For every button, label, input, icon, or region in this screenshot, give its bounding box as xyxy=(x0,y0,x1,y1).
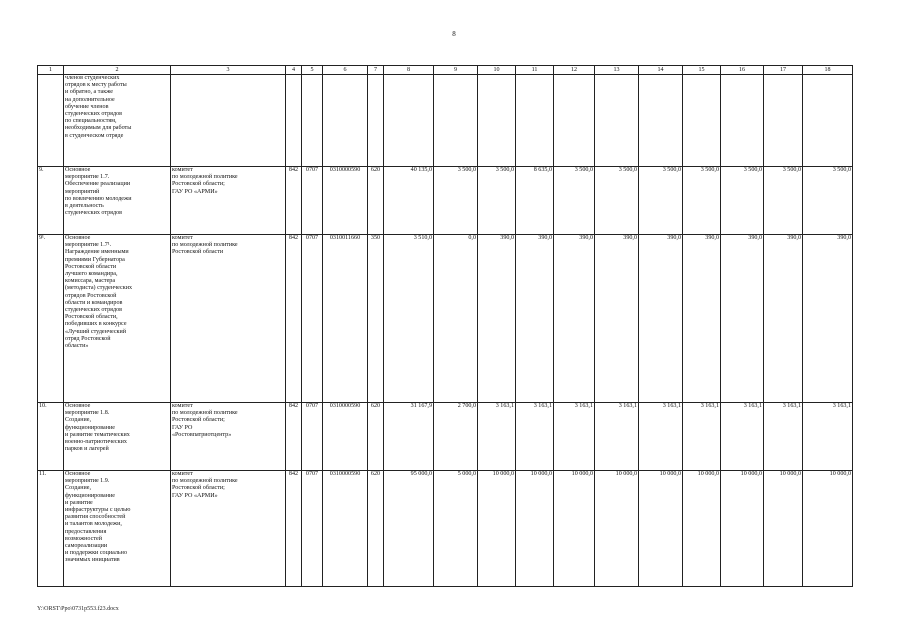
ministry-code: 842 xyxy=(286,167,302,235)
executor-line: «Ростовпатриотцентр» xyxy=(172,431,232,438)
activity-name-line: студенческих отрядов xyxy=(65,210,123,217)
table-row xyxy=(38,403,853,471)
activity-name-line: Создание, xyxy=(65,485,91,492)
activity-name-line: в деятельность xyxy=(65,203,104,210)
activity-name-line: функционирование xyxy=(65,424,115,431)
activity-name-line: лучшего командира, xyxy=(65,271,118,278)
year-amount xyxy=(595,75,639,167)
row-index: 10. xyxy=(38,403,64,471)
year-amount: 3 500,0 xyxy=(434,167,478,235)
row-index: 9. xyxy=(38,167,64,235)
activity-name-line: и обратно, а также xyxy=(65,89,114,96)
column-header: 10 xyxy=(478,66,516,75)
activity-name-line: области» xyxy=(65,343,89,350)
table-row xyxy=(38,235,853,403)
file-path-footer: Y:\ORST\Ppo\0731p553.f23.docx xyxy=(37,606,119,612)
year-amount xyxy=(516,75,554,167)
expense-type-code: 620 xyxy=(368,167,384,235)
activity-name-line: премиями Губернатора xyxy=(65,256,125,263)
executor xyxy=(171,167,286,235)
activity-name-line: мероприятие 1.9. xyxy=(65,478,110,485)
activity-name-line: Ростовской области xyxy=(65,263,117,270)
activity-name xyxy=(64,167,171,235)
column-header: 18 xyxy=(803,66,853,75)
executor-line: комитет xyxy=(172,403,193,409)
activity-name-line: в студенческом отряде xyxy=(65,132,124,139)
expense-type-code: 350 xyxy=(368,235,384,403)
year-amount: 3 500,0 xyxy=(639,167,683,235)
activity-name-line: и талантов молодежи, xyxy=(65,521,122,528)
target-article-code xyxy=(323,75,368,167)
activity-name-line: (методиста) студенческих xyxy=(65,285,133,292)
section-code: 0707 xyxy=(302,235,323,403)
total-amount: 31 167,9 xyxy=(384,403,434,471)
year-amount: 3 500,0 xyxy=(595,167,639,235)
column-header: 17 xyxy=(764,66,803,75)
year-amount: 3 500,0 xyxy=(803,167,853,235)
year-amount: 0,0 xyxy=(434,235,478,403)
target-article-code: 0310000590 xyxy=(323,471,368,587)
ministry-code xyxy=(286,75,302,167)
section-code: 0707 xyxy=(302,403,323,471)
column-header: 2 xyxy=(64,66,171,75)
activity-name-line: студенческих отрядов xyxy=(65,307,123,314)
executor-line: по молодежной политике xyxy=(172,410,238,417)
activity-name-line: инфраструктуры с целью xyxy=(65,507,131,514)
executor-line: по молодежной политике xyxy=(172,242,238,249)
activity-name-line: и развитие xyxy=(65,499,93,506)
section-code: 0707 xyxy=(302,167,323,235)
program-table xyxy=(37,65,853,587)
year-amount: 390,0 xyxy=(721,235,764,403)
activity-name-line: функционирование xyxy=(65,492,115,499)
executor-line: Ростовской области; xyxy=(172,485,225,492)
column-header: 14 xyxy=(639,66,683,75)
year-amount: 3 500,0 xyxy=(554,167,595,235)
year-amount: 10 000,0 xyxy=(478,471,516,587)
year-amount: 390,0 xyxy=(639,235,683,403)
column-header: 8 xyxy=(384,66,434,75)
year-amount: 10 000,0 xyxy=(595,471,639,587)
activity-name-line: студенческих отрядов xyxy=(65,111,123,118)
executor xyxy=(171,75,286,167)
column-header: 1 xyxy=(38,66,64,75)
executor-line: ГАУ РО xyxy=(172,424,193,431)
activity-name-line: членов студенческих xyxy=(65,75,120,81)
column-header: 7 xyxy=(368,66,384,75)
executor xyxy=(171,403,286,471)
column-header: 11 xyxy=(516,66,554,75)
activity-name-line: значимых инициатив xyxy=(65,557,120,564)
executor-line: по молодежной политике xyxy=(172,174,238,181)
expense-type-code xyxy=(368,75,384,167)
activity-name-line: Обеспечение реализации xyxy=(65,181,131,188)
executor-line: ГАУ РО «АРМИ» xyxy=(172,492,218,499)
year-amount xyxy=(639,75,683,167)
activity-name-line: Создание, xyxy=(65,417,91,424)
year-amount: 10 000,0 xyxy=(516,471,554,587)
row-index: 11. xyxy=(38,471,64,587)
year-amount xyxy=(434,75,478,167)
year-amount: 3 163,1 xyxy=(683,403,721,471)
activity-name-line: «Лучший студенческий xyxy=(65,328,127,335)
executor-line: ГАУ РО «АРМИ» xyxy=(172,188,218,195)
executor xyxy=(171,471,286,587)
activity-name-line: отрядов к месту работы xyxy=(65,82,127,89)
column-header: 13 xyxy=(595,66,639,75)
year-amount: 3 500,0 xyxy=(721,167,764,235)
activity-name-line: самореализации xyxy=(65,543,108,550)
ministry-code: 842 xyxy=(286,403,302,471)
expense-type-code: 620 xyxy=(368,403,384,471)
table-row xyxy=(38,75,853,167)
total-amount: 3 510,0 xyxy=(384,235,434,403)
year-amount xyxy=(683,75,721,167)
executor-line: комитет xyxy=(172,235,193,241)
activity-name-line: развития способностей xyxy=(65,514,126,521)
executor-line: Ростовской области; xyxy=(172,181,225,188)
executor-line: по молодежной политике xyxy=(172,478,238,485)
activity-name-line: области и командиров xyxy=(65,299,123,306)
year-amount: 390,0 xyxy=(803,235,853,403)
column-header: 9 xyxy=(434,66,478,75)
activity-name xyxy=(64,471,171,587)
year-amount xyxy=(554,75,595,167)
target-article-code: 0310000590 xyxy=(323,167,368,235)
year-amount: 10 000,0 xyxy=(639,471,683,587)
column-header: 6 xyxy=(323,66,368,75)
activity-name-line: парков и лагерей xyxy=(65,446,109,453)
activity-name-line: по вовлечению молодежи xyxy=(65,195,132,202)
activity-name-line: победивших в конкурсе xyxy=(65,321,127,328)
section-code: 0707 xyxy=(302,471,323,587)
year-amount: 390,0 xyxy=(595,235,639,403)
activity-name xyxy=(64,75,171,167)
activity-name-line: Основное xyxy=(65,167,91,173)
activity-name-line: комиссара, мастера xyxy=(65,278,116,285)
target-article-code: 0310011660 xyxy=(323,235,368,403)
ministry-code: 842 xyxy=(286,235,302,403)
year-amount: 10 000,0 xyxy=(721,471,764,587)
year-amount: 3 500,0 xyxy=(478,167,516,235)
year-amount: 390,0 xyxy=(478,235,516,403)
activity-name-line: мероприятие 1.7. xyxy=(65,174,110,181)
year-amount: 390,0 xyxy=(764,235,803,403)
year-amount: 5 000,0 xyxy=(434,471,478,587)
year-amount xyxy=(721,75,764,167)
executor xyxy=(171,235,286,403)
year-amount: 10 000,0 xyxy=(764,471,803,587)
column-header: 5 xyxy=(302,66,323,75)
activity-name-line: возможностей xyxy=(65,535,102,542)
year-amount: 3 163,1 xyxy=(595,403,639,471)
year-amount: 10 000,0 xyxy=(683,471,721,587)
column-header: 16 xyxy=(721,66,764,75)
year-amount xyxy=(764,75,803,167)
year-amount: 10 000,0 xyxy=(554,471,595,587)
activity-name-line: мероприятий xyxy=(65,188,100,195)
year-amount: 3 500,0 xyxy=(683,167,721,235)
executor-line: комитет xyxy=(172,471,193,477)
activity-name-line: необходимым для работы xyxy=(65,125,132,132)
column-header: 3 xyxy=(171,66,286,75)
activity-name-line: Ростовской области, xyxy=(65,314,118,321)
year-amount: 390,0 xyxy=(554,235,595,403)
header-row xyxy=(38,66,853,75)
year-amount: 3 163,1 xyxy=(478,403,516,471)
table-row xyxy=(38,167,853,235)
year-amount: 8 635,0 xyxy=(516,167,554,235)
activity-name-line: мероприятие 1.7¹. xyxy=(65,242,112,249)
activity-name-line: и развитие тематических xyxy=(65,431,130,438)
executor-line: комитет xyxy=(172,167,193,173)
target-article-code: 0310000590 xyxy=(323,403,368,471)
total-amount: 95 000,0 xyxy=(384,471,434,587)
year-amount: 3 163,1 xyxy=(721,403,764,471)
year-amount xyxy=(478,75,516,167)
column-header: 4 xyxy=(286,66,302,75)
activity-name-line: Основное xyxy=(65,471,91,477)
year-amount: 3 163,1 xyxy=(639,403,683,471)
column-header: 12 xyxy=(554,66,595,75)
year-amount: 3 500,0 xyxy=(764,167,803,235)
row-index: 9¹. xyxy=(38,235,64,403)
year-amount: 3 163,1 xyxy=(764,403,803,471)
year-amount: 3 163,1 xyxy=(516,403,554,471)
ministry-code: 842 xyxy=(286,471,302,587)
executor-line: Ростовской области xyxy=(172,249,224,256)
year-amount: 390,0 xyxy=(516,235,554,403)
activity-name-line: Основное xyxy=(65,403,91,409)
activity-name-line: отрядов Ростовской xyxy=(65,292,117,299)
year-amount: 2 700,0 xyxy=(434,403,478,471)
activity-name-line: и поддержки социально xyxy=(65,550,127,557)
activity-name xyxy=(64,235,171,403)
activity-name-line: мероприятие 1.8. xyxy=(65,410,110,417)
activity-name xyxy=(64,403,171,471)
expense-type-code: 620 xyxy=(368,471,384,587)
year-amount: 3 163,1 xyxy=(554,403,595,471)
executor-line: Ростовской области; xyxy=(172,417,225,424)
activity-name-line: военно-патриотических xyxy=(65,439,127,446)
activity-name-line: Основное xyxy=(65,235,91,241)
activity-name-line: на дополнительное xyxy=(65,96,115,103)
year-amount xyxy=(803,75,853,167)
total-amount xyxy=(384,75,434,167)
section-code xyxy=(302,75,323,167)
year-amount: 10 000,0 xyxy=(803,471,853,587)
table-row xyxy=(38,471,853,587)
total-amount: 40 135,0 xyxy=(384,167,434,235)
row-index xyxy=(38,75,64,167)
activity-name-line: отряд Ростовской xyxy=(65,335,111,342)
page-number: 8 xyxy=(452,30,456,38)
activity-name-line: Награждение именными xyxy=(65,249,129,256)
year-amount: 390,0 xyxy=(683,235,721,403)
year-amount: 3 163,1 xyxy=(803,403,853,471)
activity-name-line: предоставления xyxy=(65,528,107,535)
column-header: 15 xyxy=(683,66,721,75)
activity-name-line: обучение членов xyxy=(65,103,109,110)
activity-name-line: по специальностям, xyxy=(65,118,117,125)
